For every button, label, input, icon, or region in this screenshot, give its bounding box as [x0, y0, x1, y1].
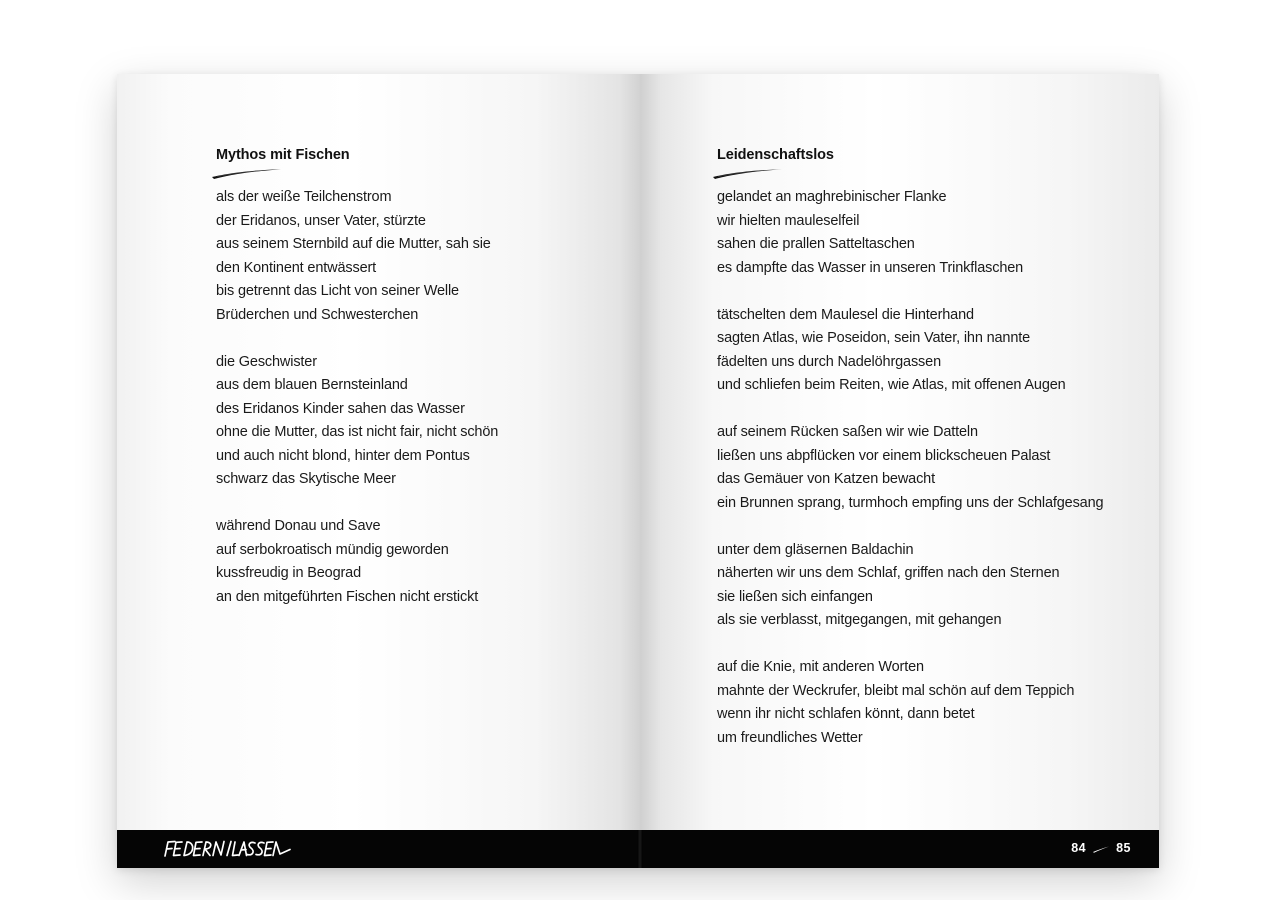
verse-line: das Gemäuer von Katzen bewacht — [717, 471, 935, 487]
verse-line: die Geschwister — [216, 353, 317, 370]
verse-line: an den mitgeführten Fischen nicht erstickt — [216, 588, 479, 605]
verse-line: aus dem blauen Bernsteinland — [216, 377, 408, 393]
federn-lassen-logo — [161, 838, 293, 860]
stanza — [717, 539, 1103, 633]
verse-line: des Eridanos Kinder sahen das Wasser — [216, 400, 465, 417]
verse-line: es dampfte das Wasser in unseren Trinkflaschen — [717, 259, 1024, 276]
verse-line: tätschelten dem Maulesel die Hinterhand — [717, 306, 974, 323]
verse-line: und schliefen beim Reiten, wie Atlas, mit offenen Augen — [717, 377, 1066, 393]
right-page — [640, 74, 1159, 830]
verse-line: als der weiße Teilchenstrom — [216, 189, 392, 205]
verse-line: der Eridanos, unser Vater, stürzte — [216, 212, 426, 229]
stanza — [216, 515, 498, 609]
verse-line: und auch nicht blond, hinter dem Pontus — [216, 447, 470, 464]
stanza — [717, 656, 1103, 750]
spine-shadow — [637, 830, 643, 868]
stanza — [717, 421, 1103, 515]
verse-line: Brüderchen und Schwesterchen — [216, 306, 419, 323]
verse-line: wir hielten mauleselfeil — [717, 212, 860, 229]
verse-line: bis getrennt das Licht von seiner Welle — [216, 283, 459, 299]
verse-line: ohne die Mutter, das ist nicht fair, nicht schön — [216, 424, 499, 440]
page-number-left: 84 — [1071, 841, 1087, 855]
page-number-right: 85 — [1116, 841, 1131, 855]
verse-line: fädelten uns durch Nadelöhrgassen — [717, 353, 941, 370]
verse-line: ein Brunnen sprang, turmhoch empfing uns der Schlafgesang — [717, 494, 1104, 511]
dash-stroke-icon — [1092, 845, 1110, 853]
verse-line: auf seinem Rücken saßen wir wie Datteln — [717, 424, 978, 440]
poem-body — [216, 186, 498, 609]
poem-body — [717, 186, 1103, 750]
left-page — [117, 74, 640, 830]
brush-stroke-icon — [712, 168, 784, 180]
stanza — [216, 351, 498, 492]
verse-line: schwarz das Skytische Meer — [216, 471, 396, 487]
stanza — [717, 186, 1103, 280]
verse-line: unter dem gläsernen Baldachin — [717, 541, 914, 558]
poem-title: Leidenschaftslos — [717, 147, 834, 163]
verse-line: den Kontinent entwässert — [216, 259, 377, 276]
verse-line: mahnte der Weckrufer, bleibt mal schön auf dem Teppich — [717, 682, 1075, 699]
verse-line: sahen die prallen Satteltaschen — [717, 236, 915, 252]
verse-line: gelandet an maghrebinischer Flanke — [717, 189, 947, 205]
brush-stroke-icon — [211, 168, 283, 180]
verse-line: ließen uns abpflücken vor einem blickscheuen Palast — [717, 447, 1051, 464]
verse-line: näherten wir uns dem Schlaf, griffen nach den Sternen — [717, 565, 1060, 581]
verse-line: sie ließen sich einfangen — [717, 588, 873, 605]
stanza — [717, 304, 1103, 398]
verse-line: während Donau und Save — [216, 518, 381, 534]
verse-line: auf die Knie, mit anderen Worten — [717, 659, 924, 675]
verse-line: um freundliches Wetter — [717, 729, 863, 746]
verse-line: als sie verblasst, mitgegangen, mit gehangen — [717, 612, 1002, 628]
verse-line: kussfreudig in Beograd — [216, 565, 362, 581]
stanza — [216, 186, 498, 327]
verse-line: wenn ihr nicht schlafen könnt, dann betet — [717, 706, 975, 722]
verse-line: auf serbokroatisch mündig geworden — [216, 541, 449, 558]
poem-title: Mythos mit Fischen — [216, 147, 350, 163]
verse-line: aus seinem Sternbild auf die Mutter, sah sie — [216, 236, 491, 252]
poem-right — [717, 146, 1103, 774]
page-numbers — [1071, 841, 1131, 855]
open-book — [117, 74, 1159, 868]
verse-line: sagten Atlas, wie Poseidon, sein Vater, ihn nannte — [717, 330, 1031, 346]
footer-bar — [117, 830, 1159, 868]
poem-left — [216, 146, 498, 633]
